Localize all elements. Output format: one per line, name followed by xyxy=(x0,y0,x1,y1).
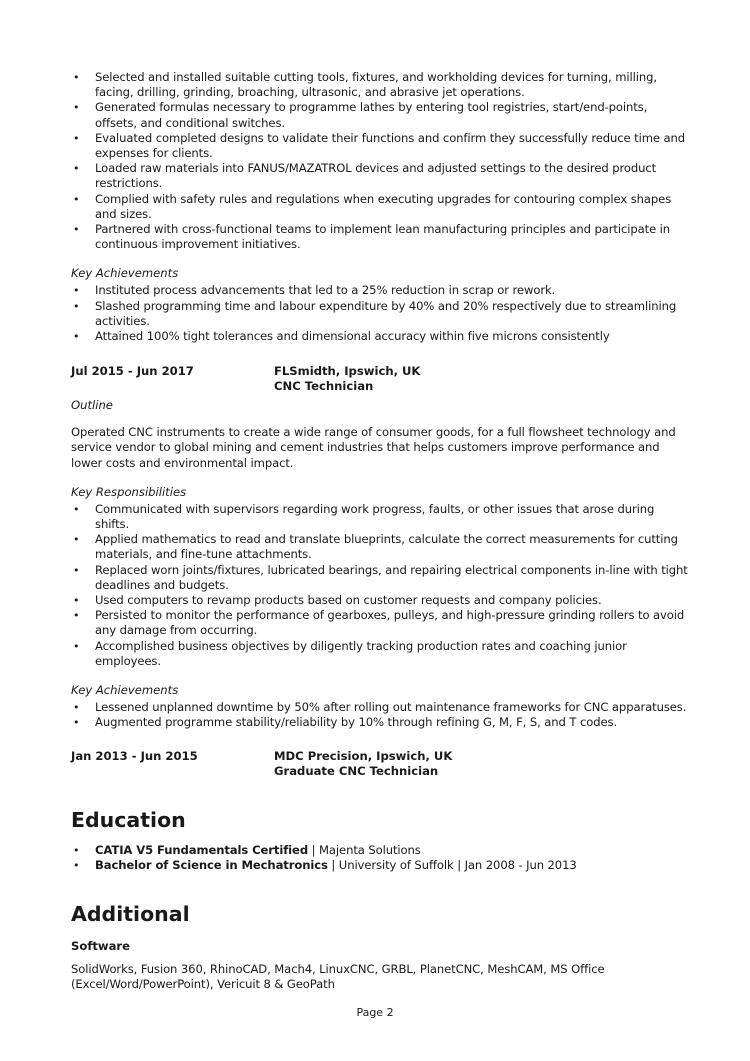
software-list: SolidWorks, Fusion 360, RhinoCAD, Mach4, LinuxCNC, GRBL, PlanetCNC, MeshCAM, MS Office (Excel/Word/PowerPoint), Vericuit 8 & GeoPath xyxy=(71,961,605,992)
list-item: • Loaded raw materials into FANUS/MAZATROL devices and adjusted settings to the desired product restrictions. xyxy=(71,161,691,191)
job2-achievements-heading: Key Achievements xyxy=(71,683,179,698)
education-item-detail: | Majenta Solutions xyxy=(308,842,421,857)
list-item: • Selected and installed suitable cutting tools, fixtures, and workholding devices for turning, milling, facing, drilling, grinding, broaching, ultrasonic, and abrasive jet operations. xyxy=(71,70,691,100)
job3-dates: Jan 2013 - Jun 2015 xyxy=(71,748,198,763)
education-item-detail: | University of Suffolk | Jan 2008 - Jun 2013 xyxy=(327,857,577,872)
job1-responsibilities-list xyxy=(71,70,691,252)
education-list xyxy=(71,843,691,873)
job2-company-block xyxy=(274,364,420,394)
education-heading: Education xyxy=(71,807,186,832)
job3-company: MDC Precision, Ipswich, UK xyxy=(274,748,453,763)
list-item: • Lessened unplanned downtime by 50% after rolling out maintenance frameworks for CNC apparatuses. xyxy=(71,700,691,715)
job2-dates: Jul 2015 - Jun 2017 xyxy=(71,364,194,379)
list-item xyxy=(71,858,691,873)
education-item-title: Bachelor of Science in Mechatronics xyxy=(95,857,328,872)
list-item: • Accomplished business objectives by diligently tracking production rates and coaching junior employees. xyxy=(71,639,691,669)
resume-content xyxy=(71,70,691,992)
job2-outline: Operated CNC instruments to create a wide range of consumer goods, for a full flowsheet technology and service vendor to global mining and cement industries that helps customers improve performance and lower costs and environmental impact. xyxy=(71,425,676,470)
education-item-title: CATIA V5 Fundamentals Certified xyxy=(95,842,309,857)
list-item: • Persisted to monitor the performance of gearboxes, pulleys, and high-pressure grinding rollers to avoid any damage from occurring. xyxy=(71,608,691,638)
list-item: • Complied with safety rules and regulations when executing upgrades for contouring complex shapes and sizes. xyxy=(71,192,691,222)
list-item: • Partnered with cross-functional teams to implement lean manufacturing principles and participate in continuous improvement initiatives. xyxy=(71,222,691,252)
list-item: • Replaced worn joints/fixtures, lubricated bearings, and repairing electrical components in-line with tight deadlines and budgets. xyxy=(71,563,691,593)
job2-header xyxy=(71,364,691,394)
list-item: • Slashed programming time and labour expenditure by 40% and 20% respectively due to streamlining activities. xyxy=(71,299,691,329)
job2-responsibilities-list xyxy=(71,502,691,669)
list-item: • Used computers to revamp products based on customer requests and company policies. xyxy=(71,593,691,608)
job1-achievements-heading: Key Achievements xyxy=(71,266,179,281)
job3-company-block xyxy=(274,749,452,779)
list-item: • Applied mathematics to read and translate blueprints, calculate the correct measurements for cutting materials, and fine-tune attachments. xyxy=(71,532,691,562)
list-item: • Attained 100% tight tolerances and dimensional accuracy within five microns consistently xyxy=(71,329,691,344)
job1-achievements-list xyxy=(71,283,691,344)
job2-outline-heading: Outline xyxy=(71,398,113,413)
job2-company: FLSmidth, Ipswich, UK xyxy=(274,364,421,379)
list-item: • Communicated with supervisors regarding work progress, faults, or other issues that arose during shifts. xyxy=(71,502,691,532)
list-item: • Generated formulas necessary to programme lathes by entering tool registries, start/end-points, offsets, and conditional switches. xyxy=(71,100,691,130)
job3-header xyxy=(71,749,691,779)
job2-title: CNC Technician xyxy=(274,379,374,394)
software-heading: Software xyxy=(71,938,131,953)
list-item: • Evaluated completed designs to validate their functions and confirm they successfully reduce time and expenses for clients. xyxy=(71,131,691,161)
additional-heading: Additional xyxy=(71,901,190,926)
page-number: Page 2 xyxy=(356,1006,394,1019)
list-item: • Instituted process advancements that led to a 25% reduction in scrap or rework. xyxy=(71,283,691,298)
job3-title: Graduate CNC Technician xyxy=(274,763,439,778)
job2-responsibilities-heading: Key Responsibilities xyxy=(71,484,187,499)
list-item xyxy=(71,843,691,858)
list-item: • Augmented programme stability/reliability by 10% through refining G, M, F, S, and T codes. xyxy=(71,715,691,730)
job2-achievements-list xyxy=(71,700,691,730)
